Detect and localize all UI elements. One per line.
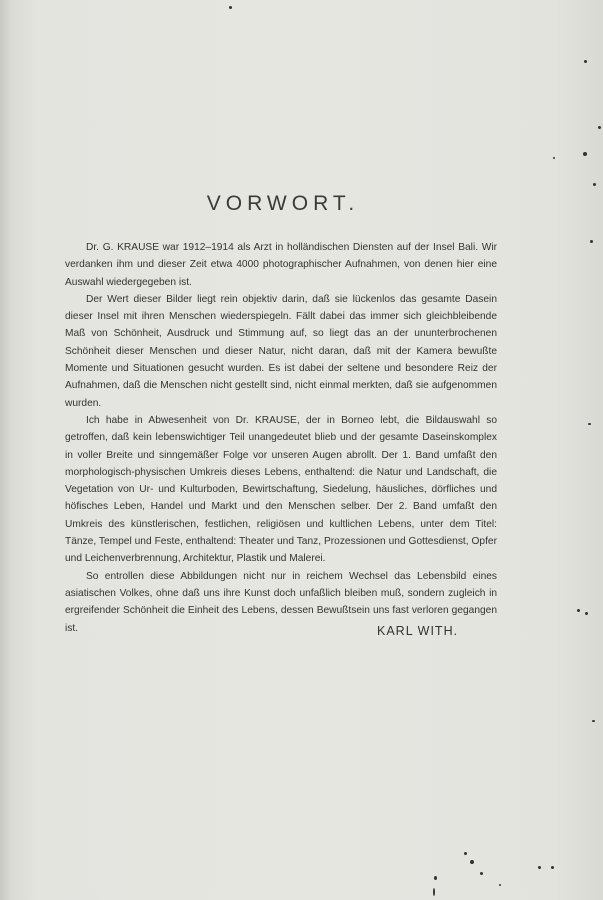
paper-speck [592,720,595,722]
paper-speck [577,609,580,612]
paper-speck [433,888,435,896]
paper-speck [593,183,596,186]
paper-speck [229,6,232,9]
paper-speck [551,866,554,869]
paper-speck [553,157,555,159]
paragraph: Dr. G. KRAUSE war 1912–1914 als Arzt in holländischen Diensten auf der Insel Bali. Wir verdanken ihm und dieser Zeit etwa 4000 photographischer Aufnahmen, von denen hier eine Auswahl wiedergegeben ist. [65,242,497,288]
paragraph: Der Wert dieser Bilder liegt rein objektiv darin, daß sie lückenlos das gesamte Dasein dieser Insel mit ihren Menschen wiederspiegeln. Fällt dabei das immer sich gleichbleibende Maß von Schönheit, Ausdruck und Stimmung auf, so liegt das an der ununterbrochenen Schönheit dieser Menschen und dieser Natur, nicht daran, daß mit der Kamera bewußte Momente und Situationen gesucht wurden. Es ist dabei der seltene und besondere Reiz der Aufnahmen, daß die Menschen nicht gestellt sind, nicht einmal merkten, daß sie aufgenommen wurden. [65,293,497,409]
paper-speck [434,876,437,880]
paper-speck [470,860,474,864]
paper-speck [583,152,587,156]
paper-speck [585,612,588,615]
paper-speck [588,423,591,425]
paper-speck [538,866,541,869]
paragraph: Ich habe in Abwesenheit von Dr. KRAUSE, der in Borneo lebt, die Bildauswahl so getroffen, daß kein lebenswichtiger Teil unangedeutet blieb und der gesamte Daseinskomplex in voller Breite und sinngemäßer Folge vor unseren Augen abrollt. Der 1. Band umfaßt den morphologisch-physischen Umkreis dieses Lebens, enthaltend: die Natur und Landschaft, die Vegetation von Ur- und Kulturboden, Bewirtschaftung, Siedelung, häusliches, dörfliches und höfisches Leben, Handel und Markt und den Menschen selber. Der 2. Band umfaßt den Umkreis des künstlerischen, festlichen, religiösen und kultlichen Lebens, unter dem Titel: Tänze, Tempel und Feste, enthaltend: Theater und Tanz, Prozessionen und Gottesdienst, Opfer und Leichenverbrennung, Architektur, Plastik und Malerei. [65,414,497,565]
author-signature: KARL WITH. [377,624,459,638]
paper-speck [499,884,501,886]
page-title: VORWORT. [206,192,360,216]
paragraph: So entrollen diese Abbildungen nicht nur in reichem Wechsel das Lebensbild eines asiatischen Volkes, ohne daß uns ihre Kunst doch unfaßlich bleiben muß, sondern zugleich in ergreifender Schönheit die Einheit des Lebens, dessen Bewußtsein uns fast verloren gegangen ist. [65,570,497,634]
preface-text [65,239,497,637]
paper-speck [598,126,601,129]
paper-speck [590,240,593,243]
page-edge-shadow [0,0,10,900]
paper-speck [480,872,483,875]
paper-speck [464,852,467,855]
paper-speck [584,60,587,63]
